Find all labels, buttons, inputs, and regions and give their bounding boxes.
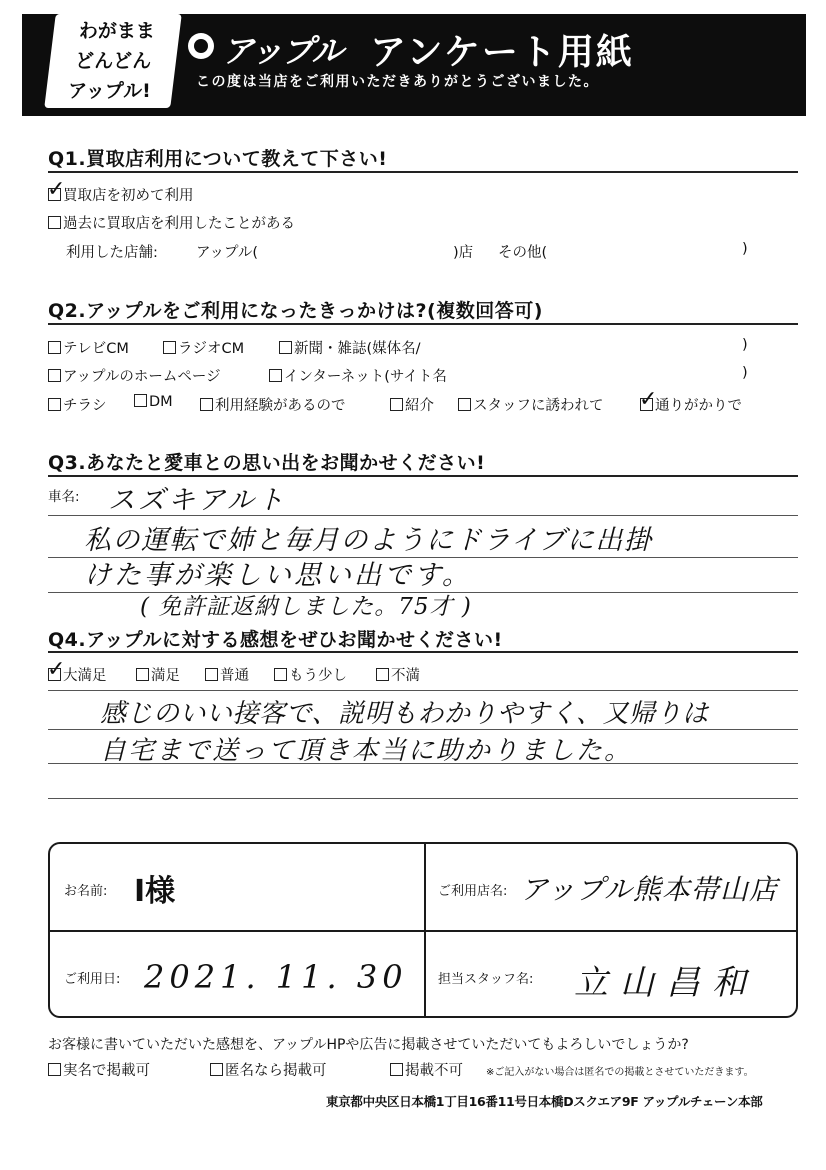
store-name-label: ご利用店名: [438,884,508,899]
checkbox[interactable] [47,177,66,202]
check-mark-icon: ✓ [639,387,658,412]
option-label: 不満 [391,668,420,684]
form-title: アンケート用紙 [370,32,634,73]
q4-option-normal[interactable] [205,664,249,685]
q2-option-experience[interactable] [200,394,346,415]
check-mark-icon: ✓ [47,177,66,202]
q4-option-very-satisfied[interactable] [47,657,107,685]
store-other-close: ) [742,241,748,257]
checkbox[interactable] [390,398,403,411]
checkbox[interactable] [134,394,147,407]
checkbox[interactable] [269,369,282,382]
q3-title: Q3.あなたと愛車との思い出をお聞かせください! [48,452,486,474]
checkbox[interactable] [274,668,287,681]
checkbox[interactable] [48,369,61,382]
q2-row2-close: ) [742,365,748,381]
option-label: テレビCM [63,341,129,357]
option-label: アップルのホームページ [63,369,221,385]
q2-option-dm[interactable] [134,394,173,410]
checkbox[interactable] [136,668,149,681]
option-label: 買取店を初めて利用 [63,188,194,204]
option-label: ラジオCM [178,341,245,357]
checkbox[interactable] [639,387,658,412]
divider [48,651,798,653]
brand-logo-text: アップル [222,32,343,70]
option-label: 紹介 [405,398,434,414]
checkbox[interactable] [48,1063,61,1076]
answer-line [48,690,798,691]
name-label: お名前: [64,884,108,899]
date-value: 2021. 11. 30 [144,958,408,996]
q2-option-internet[interactable] [269,365,447,386]
car-name-value: スズキアルト [108,485,287,516]
store-suffix-label: )店 [453,245,474,261]
option-label: 普通 [220,668,249,684]
checkbox[interactable] [48,398,61,411]
checkbox[interactable] [48,341,61,354]
slogan-line: どんどん [75,50,152,72]
checkbox[interactable] [458,398,471,411]
q4-answer-line: 感じのいい接客で、説明もわかりやすく、又帰りは [100,699,709,729]
option-label: スタッフに誘われて [473,398,604,414]
store-used-label: 利用した店舗: [66,245,158,261]
checkbox[interactable] [200,398,213,411]
option-label: DM [149,394,173,410]
option-label: 匿名なら掲載可 [225,1063,327,1079]
car-name-label: 車名: [48,489,80,505]
slogan-line: アップル! [68,80,151,102]
q4-option-so-so[interactable] [274,664,347,685]
store-apple-label: アップル( [196,245,259,261]
q2-option-passing-by[interactable] [639,387,742,415]
staff-name-value: 立山昌和 [574,963,758,1003]
publish-option-real-name[interactable] [48,1059,150,1080]
divider [48,475,798,477]
q3-answer-line: けた事が楽しい思い出です。 [84,560,472,591]
divider [48,171,798,173]
option-label: インターネット(サイト名 [284,369,447,385]
option-label: 大満足 [63,668,107,684]
option-label: もう少し [289,668,347,684]
q4-answer-line: 自宅まで送って頂き本当に助かりました。 [100,736,633,766]
publish-question: お客様に書いていただいた感想を、アップルHPや広告に掲載させていただいてもよろしいでしょうか? [48,1037,689,1053]
option-label: チラシ [63,398,107,414]
q3-answer-line: 私の運転で姉と毎月のようにドライブに出掛 [84,525,653,556]
checkbox[interactable] [47,657,66,682]
staff-name-label: 担当スタッフ名: [438,972,534,987]
store-other-label: その他( [498,245,548,261]
q2-option-staff-invite[interactable] [458,394,604,415]
date-label: ご利用日: [64,972,121,987]
answer-line [48,763,798,764]
publish-option-anonymous[interactable] [210,1059,327,1080]
q2-option-newspaper[interactable] [279,337,421,358]
checkbox[interactable] [376,668,389,681]
q4-option-satisfied[interactable] [136,664,180,685]
q2-option-tv[interactable] [48,337,129,358]
option-label: 利用経験があるので [215,398,346,414]
slogan-line: わがまま [78,20,155,42]
store-name-value: アップル熊本帯山店 [520,873,778,906]
publish-option-not-allowed[interactable] [390,1059,463,1080]
q2-option-radio[interactable] [163,337,244,358]
q1-option-used-before[interactable] [48,212,295,233]
option-label: 新聞・雑誌(媒体名/ [294,341,421,357]
q2-row1-close: ) [742,337,748,353]
option-label: 通りがかりで [655,398,742,414]
divider [48,323,798,325]
checkbox[interactable] [210,1063,223,1076]
q2-option-homepage[interactable] [48,365,221,386]
q2-title: Q2.アップルをご利用になったきっかけは?(複数回答可) [48,300,543,322]
form-subtitle: この度は当店をご利用いただきありがとうございました。 [196,74,599,90]
option-label: 実名で掲載可 [63,1063,150,1079]
check-mark-icon: ✓ [47,657,66,682]
q1-option-first-time[interactable] [47,177,194,205]
option-label: 掲載不可 [405,1063,463,1079]
answer-line [48,798,798,799]
checkbox[interactable] [390,1063,403,1076]
q2-option-referral[interactable] [390,394,434,415]
checkbox[interactable] [48,216,61,229]
option-label: 満足 [151,668,180,684]
name-value: I様 [134,874,176,909]
checkbox[interactable] [205,668,218,681]
checkbox[interactable] [279,341,292,354]
q3-answer-line: ( 免許証返納しました。75才 ) [140,594,472,620]
q4-title: Q4.アップルに対する感想をぜひお聞かせください! [48,629,503,651]
option-label: 過去に買取店を利用したことがある [63,216,295,232]
checkbox[interactable] [163,341,176,354]
company-address: 東京都中央区日本橋1丁目16番11号日本橋Dスクエア9F アップルチェーン本部 [326,1094,763,1109]
q1-title: Q1.買取店利用について教えて下さい! [48,148,388,170]
slogan-badge [44,14,182,108]
publish-note: ※ご記入がない場合は匿名での掲載とさせていただきます。 [486,1067,754,1078]
answer-line [48,515,798,516]
apple-logo-icon [188,33,214,59]
divider [50,930,796,932]
q2-option-flyer[interactable] [48,394,107,415]
q4-option-unsatisfied[interactable] [376,664,420,685]
